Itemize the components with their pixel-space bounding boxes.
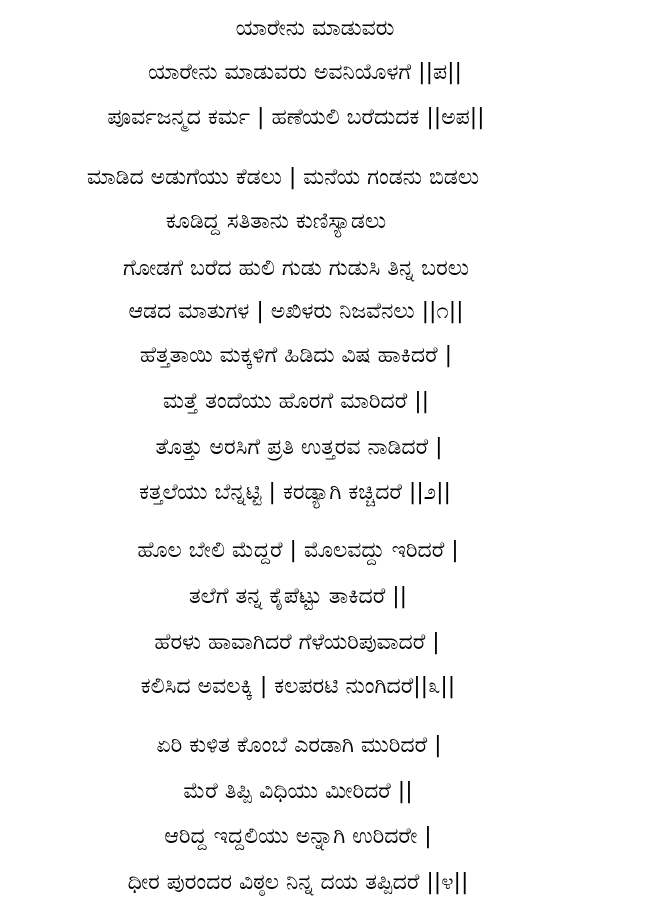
anupallavi-line: ಪೂರ್ವಜನ್ಮದ ಕರ್ಮ | ಹಣೆಯಲಿ ಬರೆದುದಕ ||ಅಪ|| bbox=[107, 105, 485, 130]
stanza-1-line-4: ಆಡದ ಮಾತುಗಳ | ಅಖಿಳರು ನಿಜವೆನಲು ||೧|| bbox=[128, 299, 464, 324]
stanza-3-line-1: ಹೊಲ ಬೇಲಿ ಮೆದ್ದರೆ | ಮೊಲವದ್ದು ಇರಿದರೆ | bbox=[137, 538, 459, 563]
stanza-1-line-3: ಗೋಡಗೆ ಬರೆದ ಹುಲಿ ಗುಡು ಗುಡುಸಿ ತಿನ್ನ ಬರಲು bbox=[123, 256, 469, 281]
stanza-4-line-2: ಮೆರೆ ತಿಪ್ಪಿ ವಿಧಿಯು ಮೀರಿದರೆ || bbox=[183, 779, 413, 804]
stanza-3-line-2: ತಲೆಗೆ ತನ್ನ ಕೈಪೆಟ್ಟು ತಾಕಿದರೆ || bbox=[188, 584, 408, 609]
stanza-2-line-2: ಮತ್ತೆ ತಂದೆಯು ಹೊರಗೆ ಮಾರಿದರೆ || bbox=[162, 389, 430, 414]
stanza-4-line-1: ಏರಿ ಕುಳಿತ ಕೊಂಬೆ ಎರಡಾಗಿ ಮುರಿದರೆ | bbox=[156, 733, 442, 758]
song-title: ಯಾರೇನು ಮಾಡುವರು bbox=[235, 16, 395, 41]
stanza-3-line-3: ಹೆರಳು ಹಾವಾಗಿದರೆ ಗೆಳೆಯರಿಪುವಾದರೆ | bbox=[154, 630, 440, 655]
pallavi-line: ಯಾರೇನು ಮಾಡುವರು ಅವನಿಯೊಳಗೆ ||ಪ|| bbox=[148, 60, 462, 85]
stanza-3-line-4: ಕಲಿಸಿದ ಅವಲಕ್ಕಿ | ಕಲಪರಟಿ ನುಂಗಿದರೆ||೩|| bbox=[140, 674, 456, 699]
stanza-1-line-1: ಮಾಡಿದ ಅಡುಗೆಯು ಕೆಡಲು | ಮನೆಯ ಗಂಡನು ಬಿಡಲು bbox=[86, 165, 480, 190]
stanza-2-line-3: ತೊತ್ತು ಅರಸಿಗೆ ಪ್ರತಿ ಉತ್ತರವ ನಾಡಿದರೆ | bbox=[155, 435, 443, 460]
stanza-2-line-4: ಕತ್ತಲೆಯು ಬೆನ್ನಟ್ಟಿ | ಕರಡ್ಯಾಗಿ ಕಚ್ಚಿದರೆ ||೨|| bbox=[139, 480, 451, 505]
stanza-4-line-4: ಧೀರ ಪುರಂದರ ವಿಠ್ಠಲ ನಿನ್ನ ದಯ ತಪ್ಪಿದರೆ ||೪|| bbox=[127, 870, 469, 895]
stanza-1-line-2: ಕೂಡಿದ್ದ ಸತಿತಾನು ಕುಣಿಸ್ಯಾಡಲು bbox=[165, 209, 387, 234]
stanza-2-line-1: ಹೆತ್ತತಾಯಿ ಮಕ್ಕಳಿಗೆ ಹಿಡಿದು ವಿಷ ಹಾಕಿದರೆ | bbox=[139, 343, 453, 368]
stanza-4-line-3: ಆರಿದ್ದ ಇದ್ದಲಿಯು ಅನ್ನಾಗಿ ಉರಿದರೇ | bbox=[164, 824, 432, 849]
